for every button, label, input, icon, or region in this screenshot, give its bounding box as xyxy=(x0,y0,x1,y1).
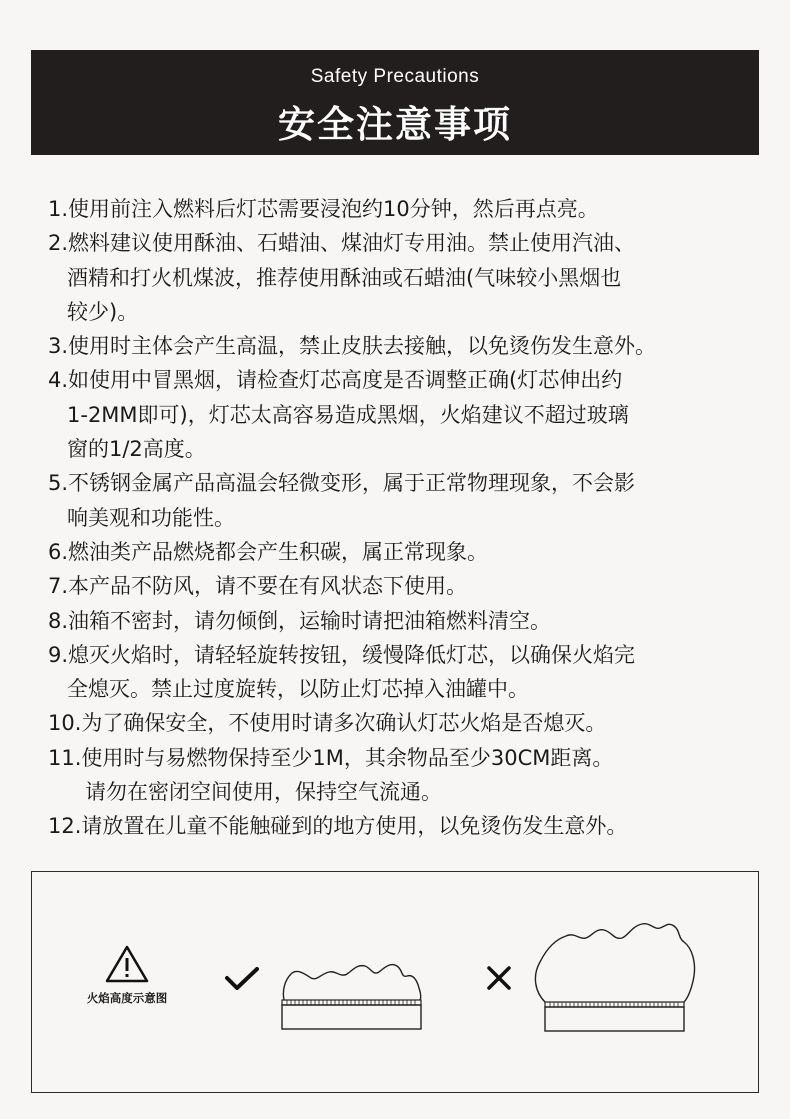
precaution-item: 6.燃油类产品燃烧都会产生积碳，属正常现象。 xyxy=(48,539,489,564)
precaution-item: 4.如使用中冒黑烟，请检查灯芯高度是否调整正确(灯芯伸出约 xyxy=(48,368,623,393)
correct-flame-lamp xyxy=(277,952,427,1032)
precaution-item: 2.燃料建议使用酥油、石蜡油、煤油灯专用油。禁止使用汽油、 xyxy=(48,231,636,256)
precaution-item-continuation: 全熄灭。禁止过度旋转，以防止灯芯掉入油罐中。 xyxy=(67,677,529,702)
warning-triangle-icon xyxy=(104,944,150,984)
precaution-item: 12.请放置在儿童不能触碰到的地方使用，以免烫伤发生意外。 xyxy=(48,814,628,839)
precaution-item: 1.使用前注入燃料后灯芯需要浸泡约10分钟，然后再点亮。 xyxy=(48,197,599,221)
precaution-item-continuation: 窗的1/2高度。 xyxy=(67,437,206,462)
header-subtitle: Safety Precautions xyxy=(310,66,480,87)
precaution-item-continuation: 酒精和打火机煤波，推荐使用酥油或石蜡油(气味较小黑烟也 xyxy=(67,265,622,290)
header-banner xyxy=(31,50,759,155)
precaution-item-continuation: 1-2MM即可)，灯芯太高容易造成黑烟，火焰建议不超过玻璃 xyxy=(67,402,629,427)
precaution-item: 7.本产品不防风，请不要在有风状态下使用。 xyxy=(48,574,468,599)
incorrect-flame-lamp xyxy=(530,918,700,1036)
warning-block xyxy=(72,944,182,1006)
precaution-item: 3.使用时主体会产生高温，禁止皮肤去接触，以免烫伤发生意外。 xyxy=(48,334,657,359)
precaution-item-continuation: 请勿在密闭空间使用，保持空气流通。 xyxy=(85,780,442,805)
checkmark-icon xyxy=(224,965,260,993)
flame-height-diagram xyxy=(31,871,759,1093)
diagram-label: 火焰高度示意图 xyxy=(86,991,168,1005)
precaution-item-continuation: 较少)。 xyxy=(67,299,139,324)
precaution-item: 10.为了确保安全，不使用时请多次确认灯芯火焰是否熄灭。 xyxy=(48,711,607,736)
precaution-item: 9.熄灭火焰时，请轻轻旋转按钮，缓慢降低灯芯，以确保火焰完 xyxy=(48,642,636,667)
precautions-list xyxy=(48,192,768,844)
cross-icon xyxy=(485,964,513,992)
header-title: 安全注意事项 xyxy=(278,103,512,146)
precaution-item: 5.不锈钢金属产品高温会轻微变形，属于正常物理现象，不会影 xyxy=(48,471,636,496)
precaution-item-continuation: 响美观和功能性。 xyxy=(67,505,235,530)
precaution-item: 8.油箱不密封，请勿倾倒，运输时请把油箱燃料清空。 xyxy=(48,608,552,633)
precaution-item: 11.使用时与易燃物保持至少1M，其余物品至少30CM距离。 xyxy=(48,745,614,770)
